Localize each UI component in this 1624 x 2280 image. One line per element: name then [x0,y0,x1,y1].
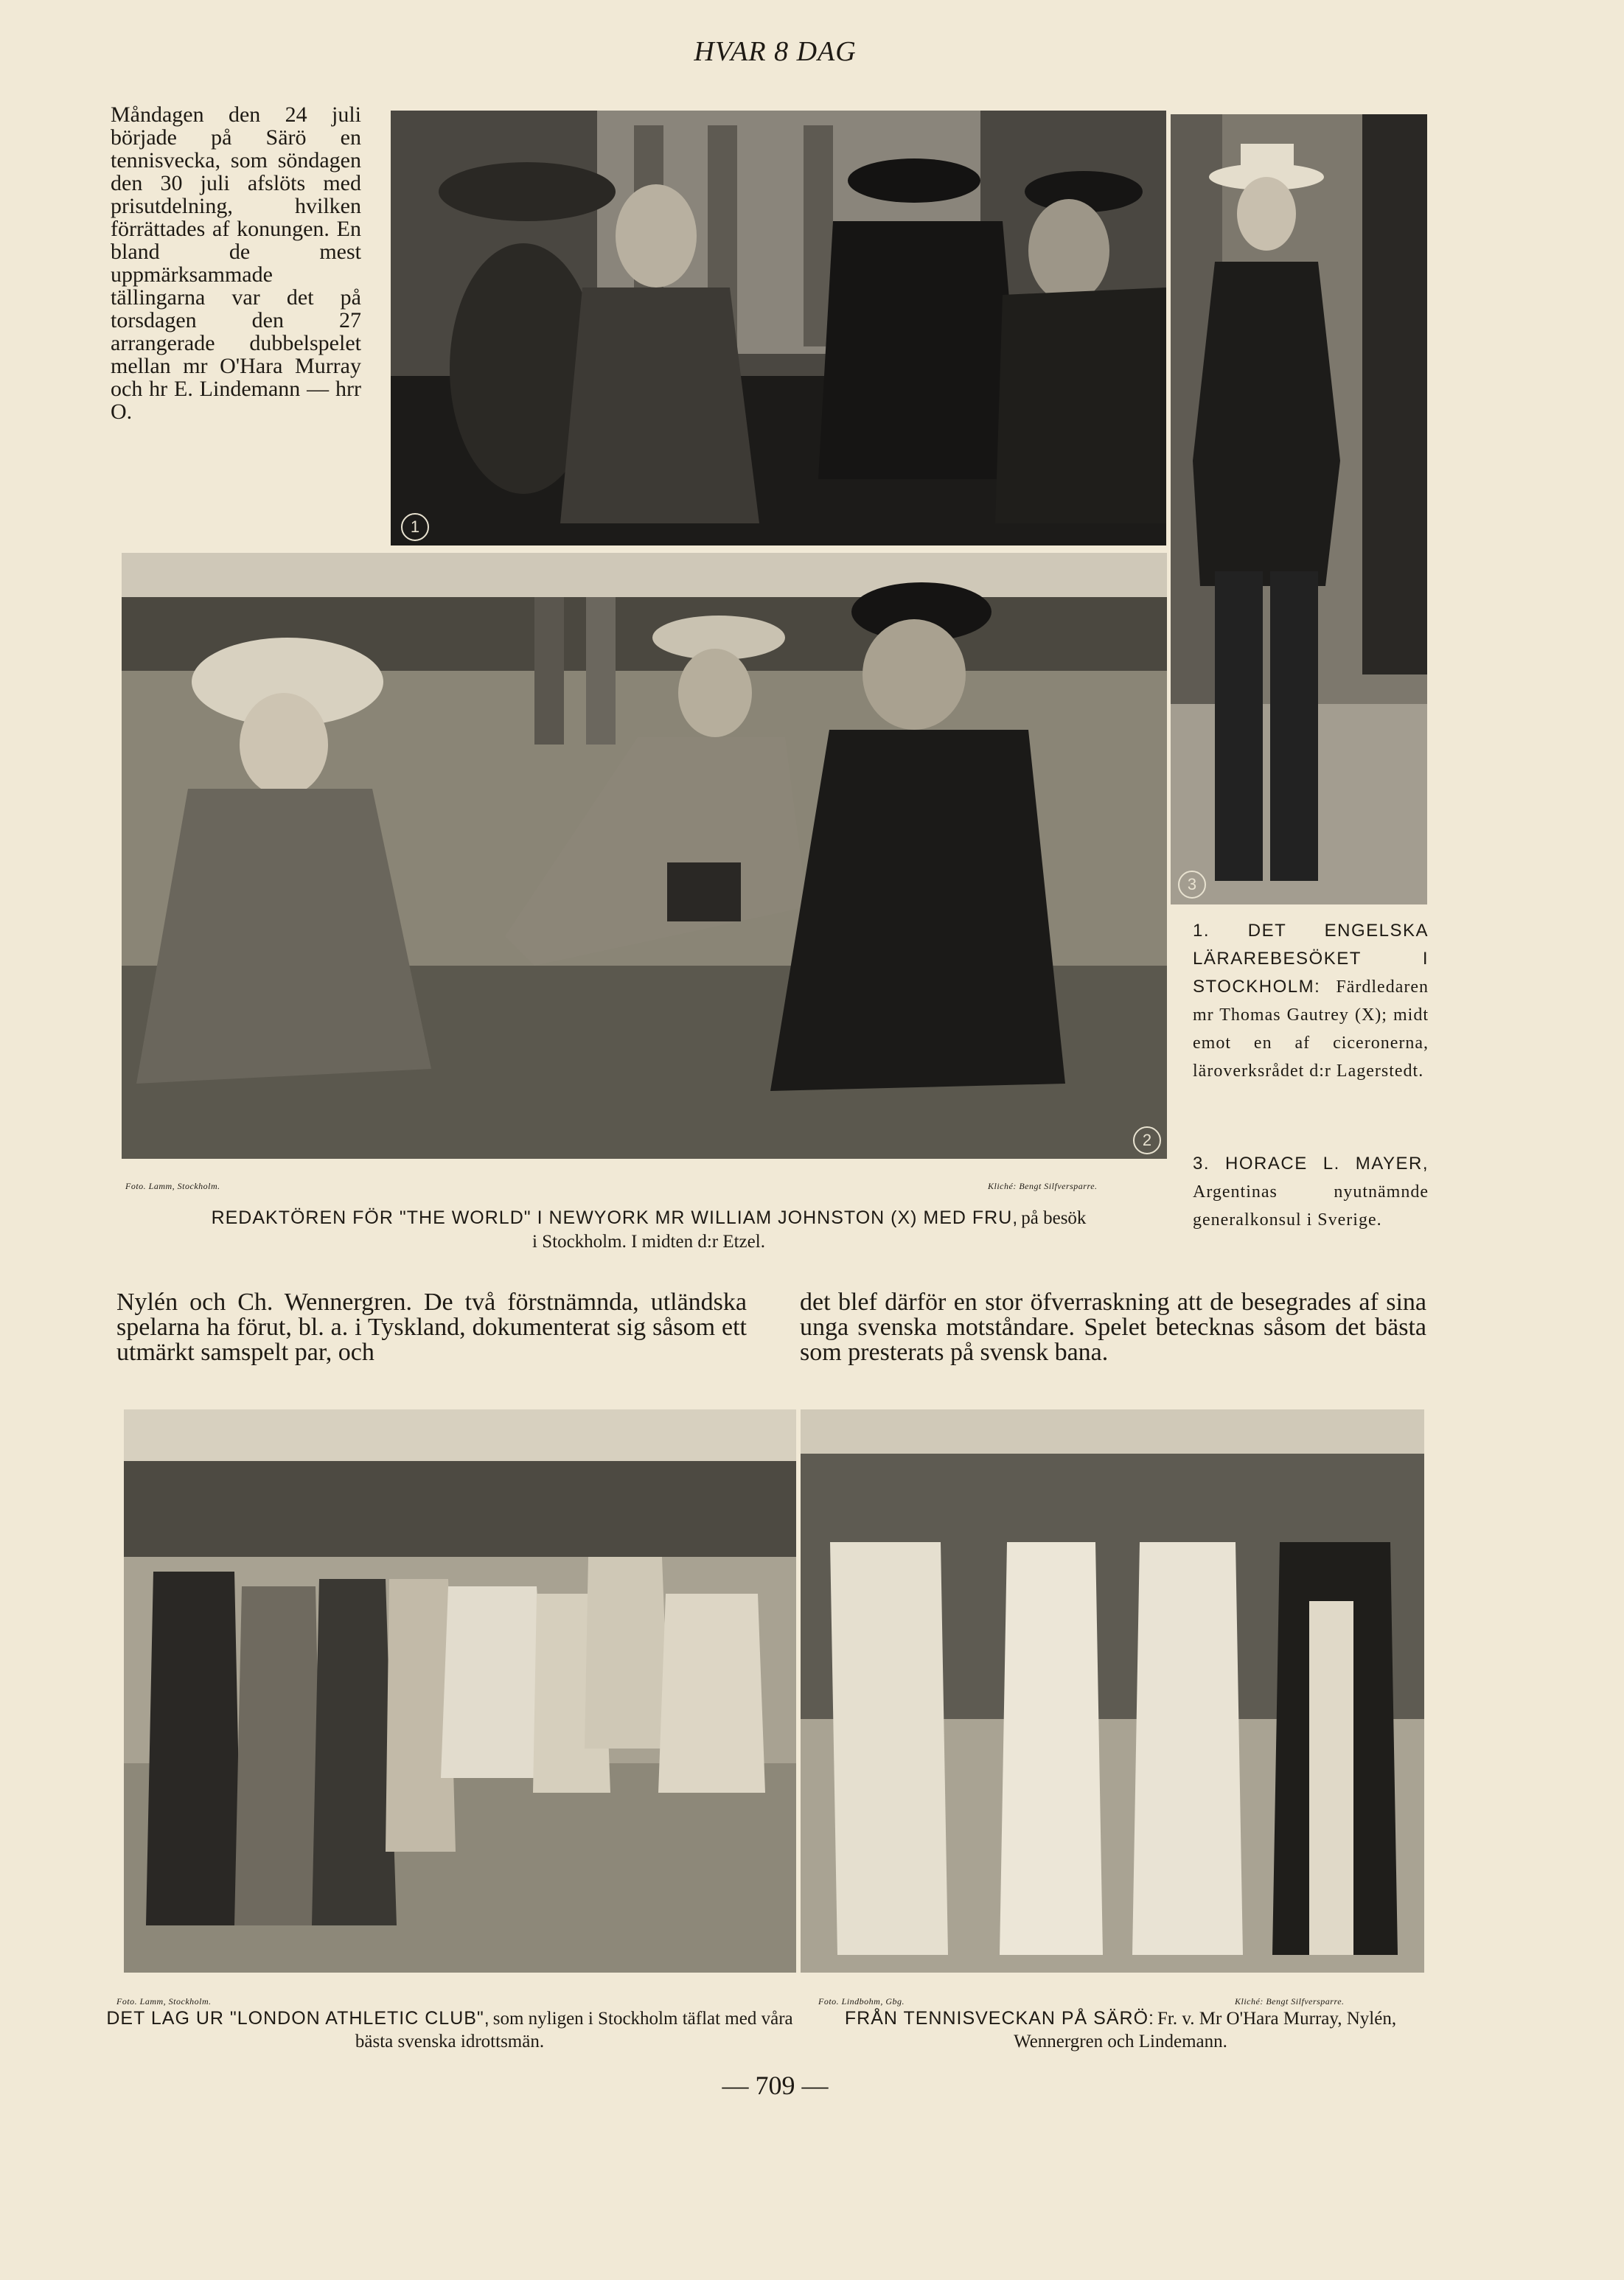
photo-london-athletic-club-image [124,1409,796,1973]
intro-paragraph: Måndagen den 24 juli började på Särö en tennisvecka, som söndagen den 30 juli afslöts med prisutdelning, hvilken förrättades af konungen. En bland de mest uppmärksammade tällingarna var det på torsdagen den 27 arrangerade dubbelspelet mellan mr O'Hara Murray och hr E. Lindemann — hrr O. [111,102,361,424]
photo-number-1: 1 [401,513,429,541]
bottom-left-caption-tail: som nyligen i Stockholm täflat med våra bästa svenska idrottsmän. [355,2009,793,2051]
photo-number-2: 2 [1133,1126,1161,1154]
photo2-credit-left: Foto. Lamm, Stockholm. [125,1181,220,1191]
bottom-right-credit-left: Foto. Lindbohm, Gbg. [818,1996,905,2007]
photo-carriage-image [391,111,1166,545]
side-caption-3-caps: 3. HORACE L. MAYER, [1193,1154,1429,1174]
body-column-2: det blef därför en stor öfverraskning att de besegrades af sina unga svenska motståndare. Spelet betecknas såsom det bästa som presterats på svensk bana. [800,1289,1426,1366]
photo2-credit-right: Kliché: Bengt Silfversparre. [988,1181,1098,1191]
photo2-caption-line2: i Stockholm. I midten d:r Etzel. [532,1232,765,1252]
body-column-1: Nylén och Ch. Wennergren. De två förstnämnda, utländska spelarna ha förut, bl. a. i Tyskland, dokumenterat sig såsom ett utmärkt samspelt par, och [116,1289,747,1366]
bottom-right-credit-right: Kliché: Bengt Silfversparre. [1235,1996,1345,2007]
photo-tennis-players [801,1409,1424,1973]
photo-number-3: 3 [1178,871,1206,899]
bottom-right-caption-caps: FRÅN TENNISVECKAN PÅ SÄRÖ: [844,2008,1154,2029]
photo-horace-mayer-image [1171,114,1427,904]
photo2-caption-caps: REDAKTÖREN FÖR "THE WORLD" I NEWYORK MR WILLIAM JOHNSTON (X) MED FRU, [211,1207,1019,1228]
bottom-left-caption-caps: DET LAG UR "LONDON ATHLETIC CLUB", [106,2008,490,2029]
photo-johnston-lawn-image [122,553,1167,1159]
photo-johnston-lawn [122,553,1167,1159]
photo2-caption [111,1207,1187,1252]
photo-tennis-players-image [801,1409,1424,1973]
photo-carriage [391,111,1166,545]
running-header: HVAR 8 DAG [694,36,857,67]
side-caption-1 [1193,917,1429,1085]
side-caption-3 [1193,1150,1429,1234]
photo2-caption-tail: på besök [1021,1208,1087,1228]
bottom-left-caption [103,2008,796,2054]
photo-horace-mayer [1171,114,1427,904]
page-number: — 709 — [722,2071,829,2100]
side-caption-1-caps: 1. DET ENGELSKA LÄRAREBESÖKET I STOCKHOLM: [1193,921,1429,997]
bottom-right-caption-tail: Fr. v. Mr O'Hara Murray, Nylén, Wennergren och Lindemann. [1014,2009,1397,2051]
side-caption-3-text: Argentinas nyutnämnde generalkonsul i Sverige. [1193,1182,1429,1230]
bottom-right-caption [811,2008,1430,2054]
photo-london-athletic-club [124,1409,796,1973]
bottom-left-credit: Foto. Lamm, Stockholm. [116,1996,212,2007]
side-caption-1-text: Färdledaren mr Thomas Gautrey (X); midt emot en af ciceronerna, läroverksrådet d:r Lagerstedt. [1193,977,1429,1081]
